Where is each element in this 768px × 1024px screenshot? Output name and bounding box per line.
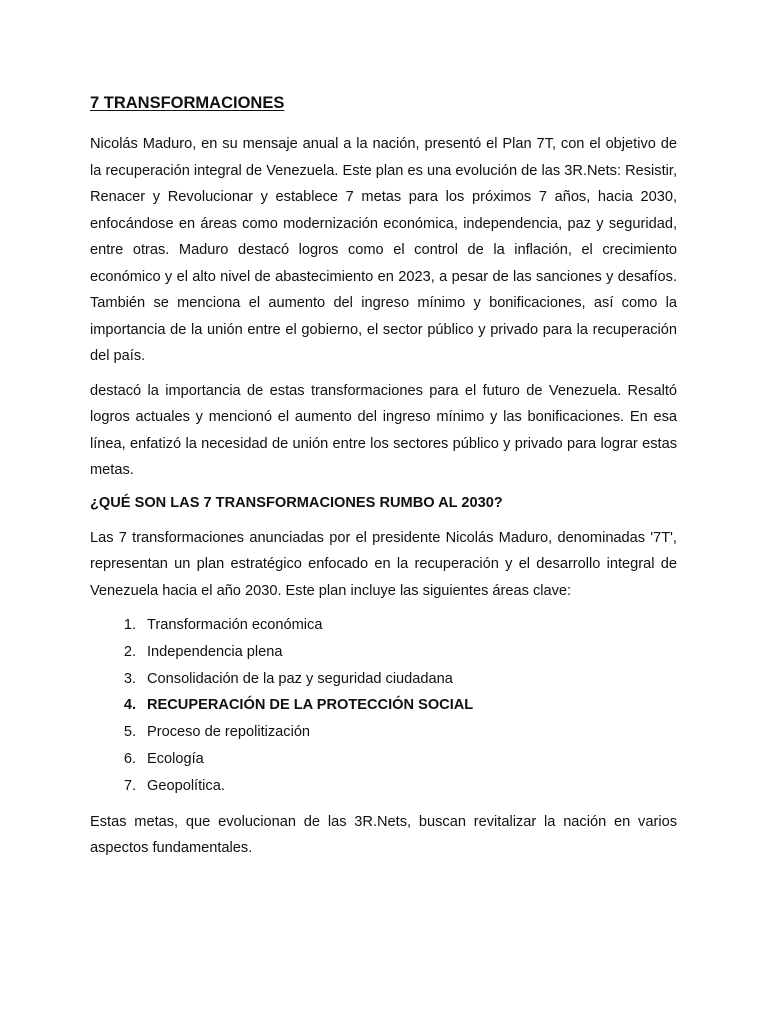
list-item <box>90 773 677 800</box>
list-number: 5. <box>123 724 136 741</box>
paragraph-intro: Nicolás Maduro, en su mensaje anual a la nación, presentó el Plan 7T, con el objetivo de la recuperación integral de Venezuela. Este plan es una evolución de las 3R.Nets: Resistir, Renacer y Revolucionar y establece 7 metas para los próximos 7 años, hacia 2030, enfocándose en áreas como modernización económica, independencia, paz y seguridad, entre otras. Maduro destacó logros como el control de la inflación, el crecimiento económico y el alto nivel de abastecimiento en 2023, a pesar de las sanciones y desafíos. También se menciona el aumento del ingreso mínimo y bonificaciones, así como la importancia de la unión entre el gobierno, el sector público y privado para la recuperación del país. <box>90 136 677 364</box>
paragraph-highlights: destacó la importancia de estas transformaciones para el futuro de Venezuela. Resaltó logros actuales y mencionó el aumento del ingreso mínimo y las bonificaciones. En esa línea, enfatizó la necesidad de unión entre los sectores público y privado para lograr estas metas. <box>90 382 677 478</box>
list-item <box>90 639 677 666</box>
list-number: 2. <box>123 643 136 660</box>
section-heading: ¿QUÉ SON LAS 7 TRANSFORMACIONES RUMBO AL 2030? <box>90 494 503 511</box>
list-number: 4. <box>123 697 136 714</box>
list-text: Geopolítica. <box>147 777 225 794</box>
list-text: Independencia plena <box>147 643 283 660</box>
list-number: 1. <box>123 617 136 633</box>
list-number: 3. <box>123 670 136 687</box>
list-item <box>90 746 677 773</box>
list-number: 6. <box>123 750 136 767</box>
areas-list <box>90 612 677 800</box>
document-page <box>90 92 677 870</box>
list-text: Proceso de repolitización <box>147 724 311 741</box>
list-text: Ecología <box>147 750 204 767</box>
list-text: Consolidación de la paz y seguridad ciudadana <box>147 670 453 687</box>
list-text: RECUPERACIÓN DE LA PROTECCIÓN SOCIAL <box>147 697 474 714</box>
list-item <box>90 719 677 746</box>
list-item <box>90 666 677 693</box>
paragraph-plan: Las 7 transformaciones anunciadas por el presidente Nicolás Maduro, denominadas '7T', representan un plan estratégico enfocado en la recuperación y el desarrollo integral de Venezuela hacia el año 2030. Este plan incluye las siguientes áreas clave: <box>90 529 677 599</box>
list-item <box>90 612 677 639</box>
document-title: 7 TRANSFORMACIONES <box>90 94 285 112</box>
list-item <box>90 692 677 719</box>
list-number: 7. <box>123 777 136 794</box>
list-text: Transformación económica <box>147 617 323 633</box>
paragraph-conclusion: Estas metas, que evolucionan de las 3R.Nets, buscan revitalizar la nación en varios aspectos fundamentales. <box>90 813 677 857</box>
